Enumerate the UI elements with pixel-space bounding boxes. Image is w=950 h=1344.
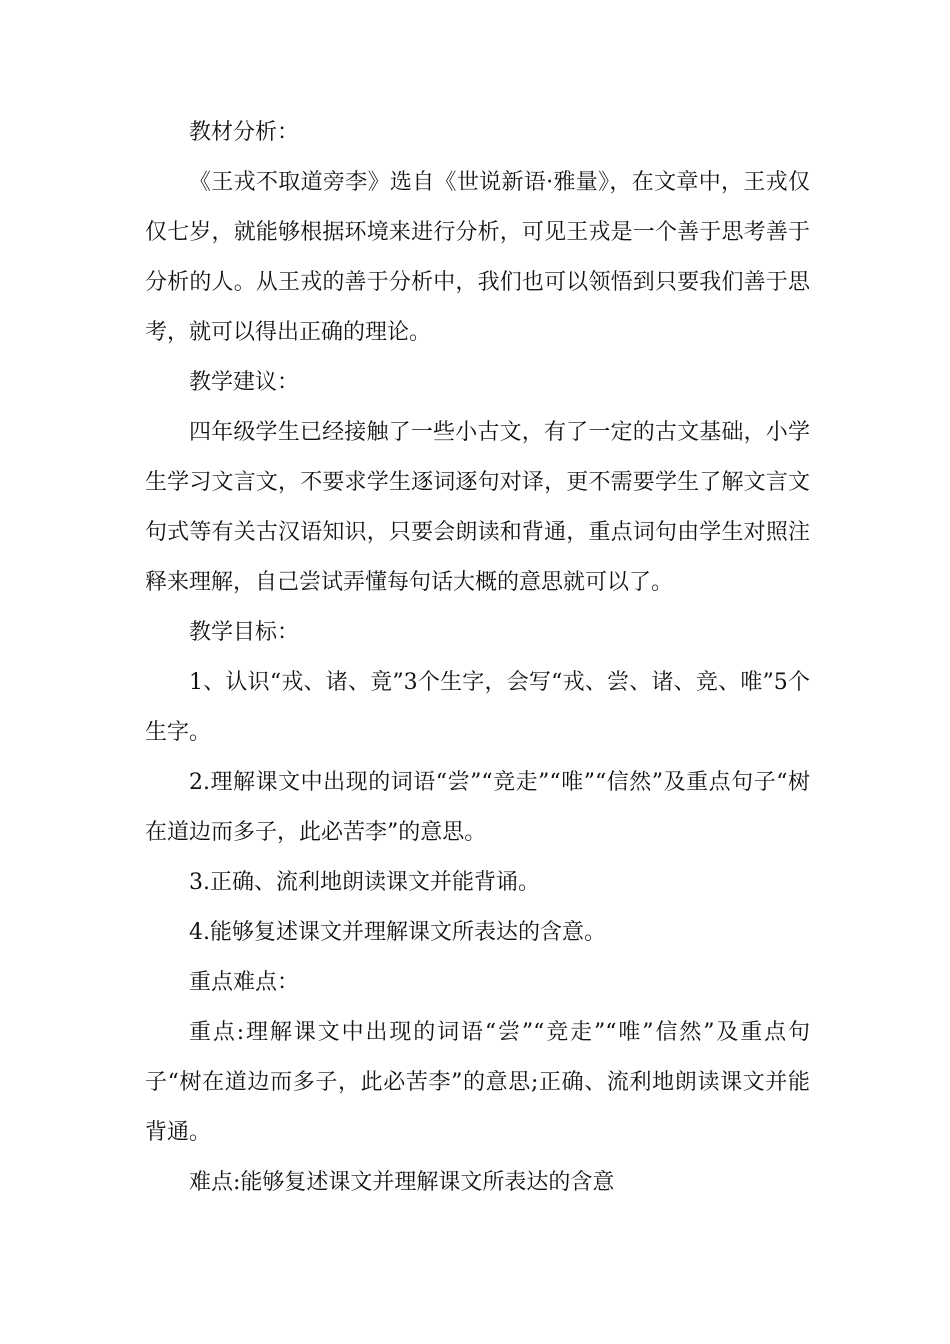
goal-item-3: 3.正确、流利地朗读课文并能背诵。 xyxy=(189,870,540,895)
paragraph-textbook-analysis: 《王戎不取道旁李》选自《世说新语·雅量》，在文章中，王戎仅仅七岁，就能够根据环境来进行分析，可见王戎是一个善于思考善于分析的人。从王戎的善于分析中，我们也可以领悟到只要我们善于思考，就可以得出正确的理论。 xyxy=(145,170,810,345)
goal-item-4: 4.能够复述课文并理解课文所表达的含意。 xyxy=(189,920,606,945)
heading-teaching-suggestions: 教学建议： xyxy=(189,370,300,395)
heading-textbook-analysis: 教材分析： xyxy=(189,120,300,145)
document-page xyxy=(145,108,810,1208)
heading-teaching-goals: 教学目标： xyxy=(189,620,300,645)
paragraph-key-points: 重点:理解课文中出现的词语“尝”“竞走”“唯”信然”及重点句子“树在道边而多子，此必苦李”的意思;正确、流利地朗读课文并能背通。 xyxy=(145,1020,810,1145)
heading-key-difficulties: 重点难点： xyxy=(189,970,300,995)
goal-item-2: 2.理解课文中出现的词语“尝”“竞走”“唯”“信然”及重点句子“树在道边而多子，此必苦李”的意思。 xyxy=(145,770,810,845)
paragraph-difficult-points: 难点:能够复述课文并理解课文所表达的含意 xyxy=(189,1170,615,1195)
goal-item-1: 1、认识“戎、诸、竟”3个生字，会写“戎、尝、诸、竞、唯”5个生字。 xyxy=(145,670,810,745)
paragraph-teaching-suggestions: 四年级学生已经接触了一些小古文，有了一定的古文基础，小学生学习文言文，不要求学生逐词逐句对译，更不需要学生了解文言文句式等有关古汉语知识，只要会朗读和背通，重点词句由学生对照注释来理解，自己尝试弄懂每句话大概的意思就可以了。 xyxy=(145,420,810,595)
